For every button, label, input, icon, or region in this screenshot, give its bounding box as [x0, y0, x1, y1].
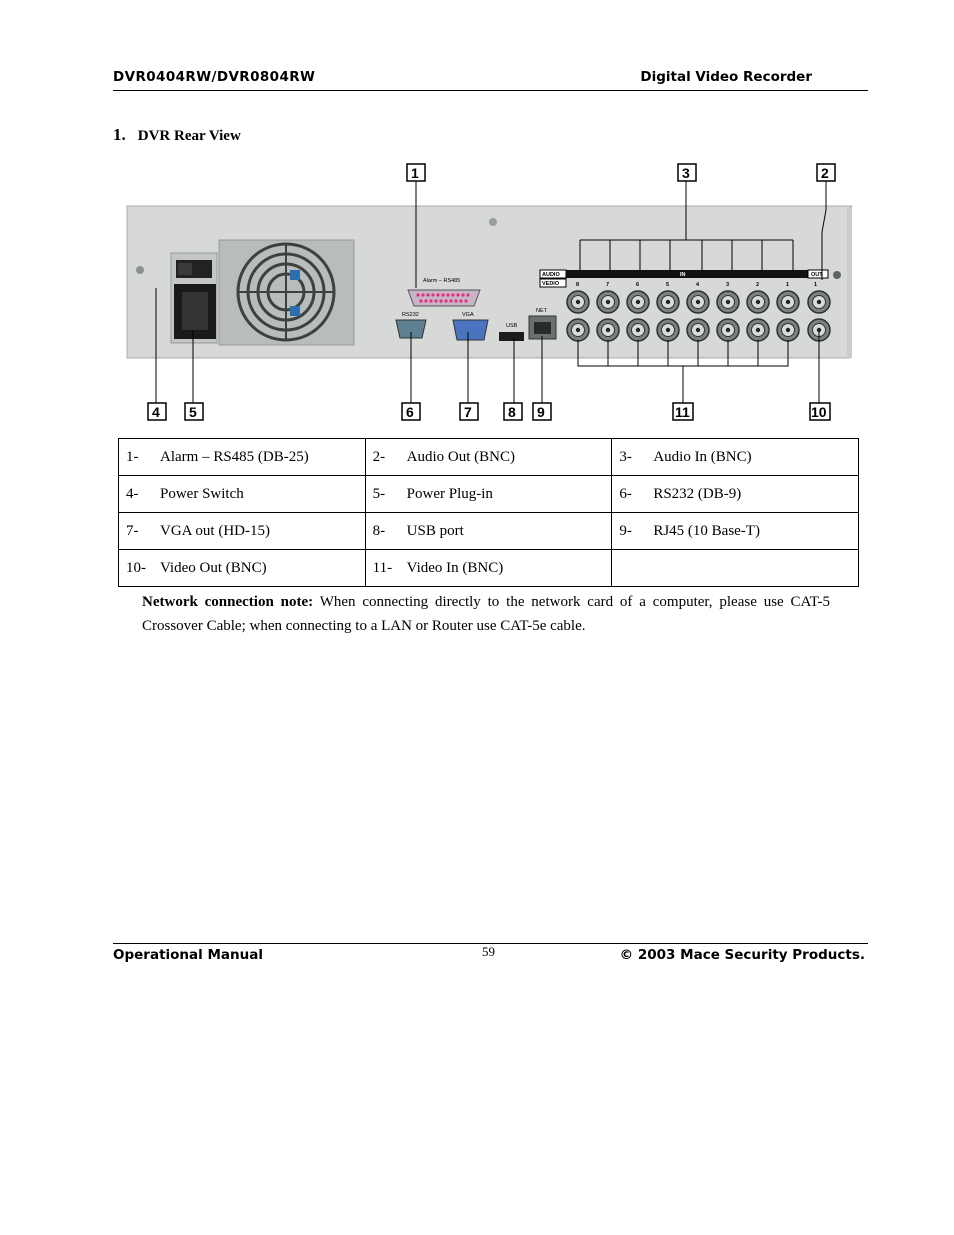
table-cell [119, 476, 366, 513]
rs232-port-label: RS232 [402, 312, 419, 318]
part-number: 11- [372, 559, 393, 576]
bnc-connector-icon [717, 291, 739, 313]
bnc-connector-icon [808, 291, 830, 313]
bnc-connector-icon [597, 319, 619, 341]
table-cell [119, 550, 366, 587]
rj45-socket [534, 322, 551, 334]
table-row [119, 550, 859, 587]
alarm-port-label: Alarm – RS485 [423, 278, 461, 284]
callout-9 [533, 403, 551, 420]
part-number: 2- [372, 448, 386, 465]
table-cell [612, 439, 859, 476]
alarm-db25-port [408, 290, 480, 306]
table-cell [612, 476, 859, 513]
screw-icon [833, 271, 841, 279]
svg-text:1: 1 [411, 165, 419, 181]
bnc-connector-icon [657, 291, 679, 313]
page-number: 59 [482, 944, 495, 959]
table-row [119, 513, 859, 550]
callout-2 [817, 164, 835, 181]
channel-label: 5 [666, 282, 670, 288]
table-row [119, 476, 859, 513]
part-number: 8- [372, 522, 386, 539]
parts-table [118, 438, 859, 587]
table-cell [365, 476, 612, 513]
channel-label: 3 [726, 282, 730, 288]
bnc-connector-icon [627, 319, 649, 341]
svg-text:10: 10 [811, 404, 827, 420]
header-model: DVR0404RW/DVR0804RW [113, 69, 316, 85]
svg-text:9: 9 [537, 404, 545, 420]
callout-10 [810, 403, 830, 420]
bnc-connector-icon [717, 319, 739, 341]
svg-text:6: 6 [406, 404, 414, 420]
channel-label: 6 [636, 282, 640, 288]
in-strip [566, 270, 808, 278]
footer-manual: Operational Manual [113, 947, 263, 963]
section-heading [113, 125, 241, 145]
table-cell [119, 513, 366, 550]
part-label: Audio In (BNC) [653, 448, 752, 465]
audio-strip-label: AUDIO [542, 272, 560, 278]
callout-4 [148, 403, 166, 420]
part-label: RJ45 (10 Base-T) [653, 522, 760, 539]
net-port-label: NET [536, 308, 547, 314]
part-label: Audio Out (BNC) [406, 448, 515, 465]
callout-8 [504, 403, 522, 420]
channel-label: 8 [576, 282, 580, 288]
bnc-connector-icon [747, 291, 769, 313]
section-title: DVR Rear View [137, 128, 241, 144]
power-plug-inner [182, 292, 208, 330]
callout-1 [407, 164, 425, 181]
fan-label-icon [290, 270, 300, 280]
table-cell [365, 550, 612, 587]
header-title: Digital Video Recorder [640, 69, 812, 85]
channel-label: 1 [786, 282, 790, 288]
footer-copyright: © 2003 Mace Security Products. [619, 947, 865, 963]
screw-icon [136, 266, 144, 274]
table-cell [365, 439, 612, 476]
part-number: 5- [372, 485, 386, 502]
network-note-text: When connecting directly to the network card of a computer, please use CAT-5 Crossover Cable; when connecting to a LAN or Router use CAT-5e cable. [142, 594, 830, 634]
table-cell [612, 513, 859, 550]
network-note-title: Network connection note: [142, 594, 314, 610]
part-number: 4- [126, 485, 139, 502]
bnc-connector-icon [567, 291, 589, 313]
screw-icon [489, 218, 497, 226]
out-channel-label: 1 [814, 282, 818, 288]
network-note [142, 590, 830, 638]
callout-3 [678, 164, 696, 181]
table-cell [365, 513, 612, 550]
bnc-connector-icon [687, 319, 709, 341]
part-label: Video In (BNC) [406, 559, 504, 576]
svg-text:8: 8 [508, 404, 516, 420]
part-label: Power Plug-in [406, 485, 493, 502]
usb-port [499, 332, 524, 341]
table-row [119, 439, 859, 476]
table-cell [119, 439, 366, 476]
fan-grille-icon [238, 244, 334, 340]
svg-text:4: 4 [152, 404, 160, 420]
callout-7 [460, 403, 478, 420]
part-label: VGA out (HD-15) [160, 522, 270, 539]
bnc-connector-icon [567, 319, 589, 341]
bnc-connector-icon [657, 319, 679, 341]
bnc-connector-icon [777, 319, 799, 341]
svg-text:3: 3 [682, 165, 690, 181]
page-header [113, 68, 868, 91]
power-switch-rocker [178, 263, 192, 275]
video-strip-label: VEDIO [542, 281, 560, 287]
part-label: Power Switch [160, 485, 244, 502]
part-number: 9- [619, 522, 632, 539]
bnc-connector-icon [687, 291, 709, 313]
fan-label-icon [290, 306, 300, 316]
chassis-side [847, 208, 852, 358]
out-strip-label: OUT [811, 272, 823, 278]
vga-hd15-port [453, 320, 488, 340]
channel-label: 4 [696, 282, 700, 288]
svg-text:5: 5 [189, 404, 197, 420]
svg-text:11: 11 [675, 404, 690, 420]
svg-text:7: 7 [464, 404, 472, 420]
callout-5 [185, 403, 203, 420]
part-number: 3- [619, 448, 632, 465]
channel-label: 7 [606, 282, 610, 288]
part-label: USB port [406, 522, 464, 539]
part-label: Alarm – RS485 (DB-25) [160, 448, 309, 465]
dvr-rear-diagram [118, 160, 858, 425]
bnc-connector-icon [627, 291, 649, 313]
page-footer [113, 943, 868, 963]
section-number: 1. [113, 125, 126, 144]
svg-text:2: 2 [821, 165, 829, 181]
bnc-connector-icon [597, 291, 619, 313]
vga-port-label: VGA [462, 312, 474, 318]
bnc-connector-icon [777, 291, 799, 313]
channel-label: 2 [756, 282, 760, 288]
bnc-connector-icon [747, 319, 769, 341]
part-label: RS232 (DB-9) [653, 485, 742, 502]
part-number: 6- [619, 485, 632, 502]
table-cell [612, 550, 859, 587]
usb-port-label: USB [506, 323, 518, 329]
part-label: Video Out (BNC) [160, 559, 267, 576]
callout-6 [402, 403, 420, 420]
part-number: 7- [126, 522, 139, 539]
callout-11 [673, 403, 693, 420]
part-number: 10- [126, 559, 146, 576]
part-number: 1- [126, 448, 139, 465]
in-strip-label: IN [680, 272, 686, 278]
